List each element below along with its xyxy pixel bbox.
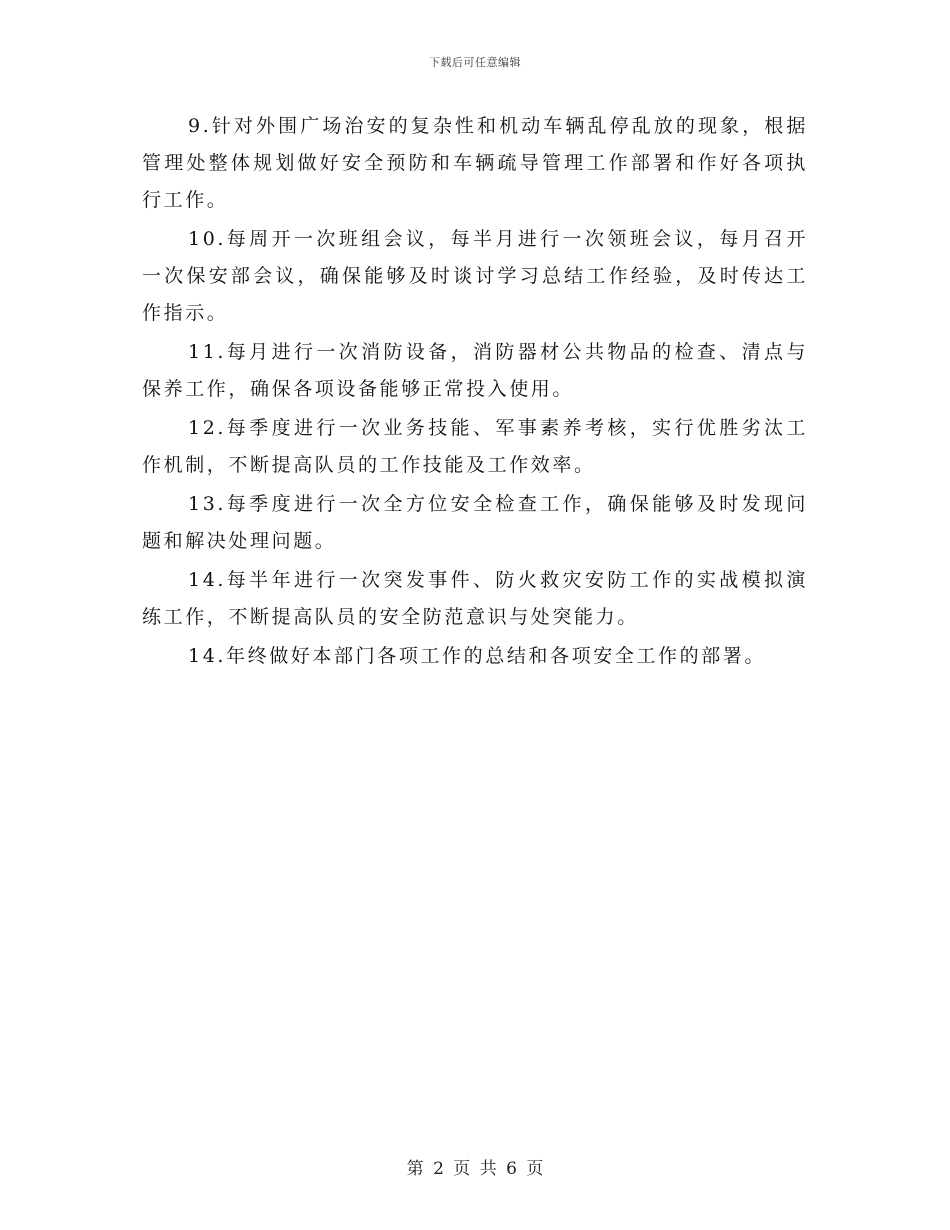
paragraph-item-11: 11.每月进行一次消防设备，消防器材公共物品的检查、清点与保养工作，确保各项设备能够正常投入使用。 <box>142 341 808 400</box>
paragraph-item-10: 10.每周开一次班组会议，每半月进行一次领班会议，每月召开一次保安部会议，确保能够及时谈讨学习总结工作经验，及时传达工作指示。 <box>142 228 808 324</box>
paragraph-item-9: 9.针对外围广场治安的复杂性和机动车辆乱停乱放的现象，根据管理处整体规划做好安全预防和车辆疏导管理工作部署和作好各项执行工作。 <box>142 115 808 211</box>
page-header: 下载后可任意编辑 <box>429 56 521 69</box>
paragraph-item-13: 13.每季度进行一次全方位安全检查工作，确保能够及时发现问题和解决处理问题。 <box>142 493 808 552</box>
page-number-footer: 第 2 页 共 6 页 <box>406 1159 544 1179</box>
paragraph-item-14b: 14.年终做好本部门各项工作的总结和各项安全工作的部署。 <box>188 645 767 667</box>
document-body <box>142 108 808 677</box>
paragraph-item-14a: 14.每半年进行一次突发事件、防火救灾安防工作的实战模拟演练工作，不断提高队员的安全防范意识与处突能力。 <box>142 569 808 628</box>
paragraph-item-12: 12.每季度进行一次业务技能、军事素养考核，实行优胜劣汰工作机制，不断提高队员的工作技能及工作效率。 <box>142 417 808 476</box>
